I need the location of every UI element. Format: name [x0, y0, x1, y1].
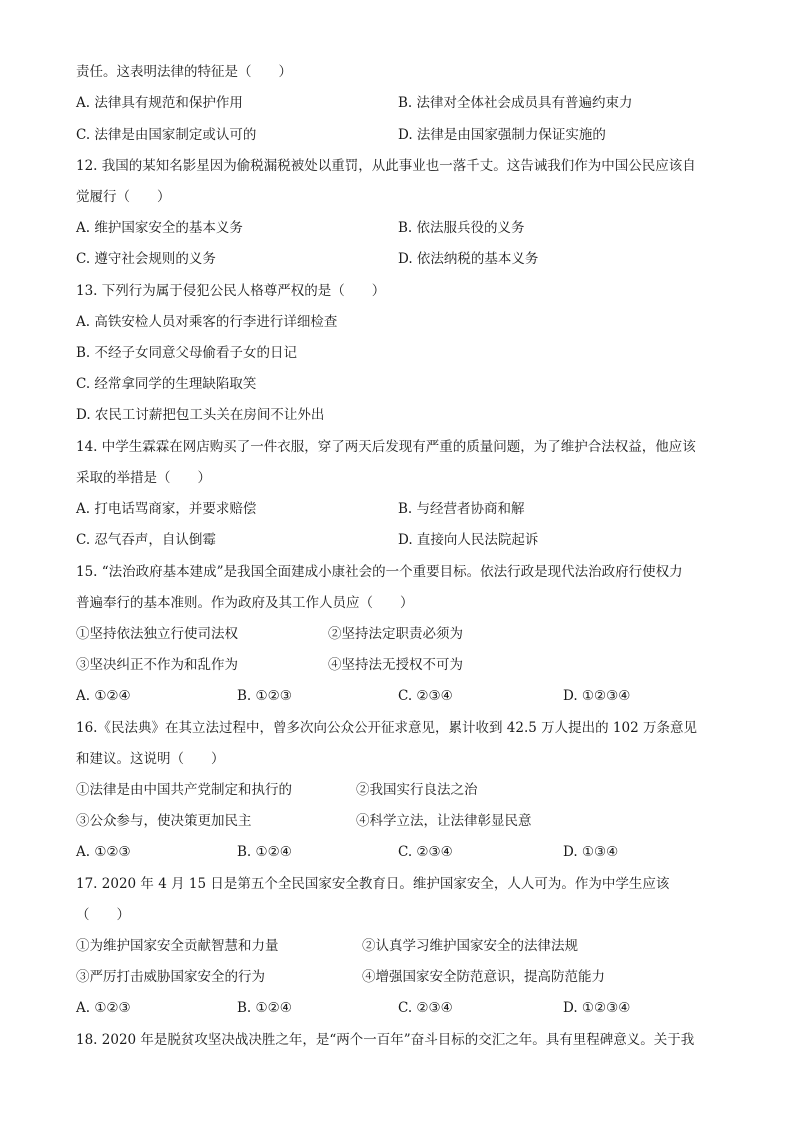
q12-stem-line1: 12. 我国的某知名影星因为偷税漏税被处以重罚，从此事业也一落千丈。这告诫我们作为中国公民应该自 [76, 158, 696, 174]
q14-option-b: B. 与经营者协商和解 [398, 501, 525, 517]
q14-stem-line1: 14. 中学生霖霖在网店购买了一件衣服，穿了两天后发现有严重的质量问题，为了维护合法权益，他应该 [76, 439, 696, 455]
q14-option-d: D. 直接向人民法院起诉 [398, 532, 539, 548]
q16-option-d: D. ①③④ [563, 844, 619, 860]
q15-option-b: B. ①②③ [237, 688, 292, 704]
q13-option-d: D. 农民工讨薪把包工头关在房间不让外出 [76, 407, 325, 423]
q17-option-b: B. ①②④ [237, 1000, 292, 1016]
q15-stem-line1: 15. “法治政府基本建成”是我国全面建成小康社会的一个重要目标。依法行政是现代法治政府行使权力 [76, 564, 683, 580]
q17-stem-line2: （ ） [76, 907, 130, 923]
q16-option-b: B. ①②④ [237, 844, 292, 860]
q12-stem-line2: 觉履行（ ） [76, 189, 171, 205]
q17-statement-1: ①为维护国家安全贡献智慧和力量 [76, 938, 279, 954]
q15-statement-2: ②坚持法定职责必须为 [328, 626, 463, 642]
q18-stem-line1: 18. 2020 年是脱贫攻坚决战决胜之年，是“两个一百年”奋斗目标的交汇之年。具有里程碑意义。关于我 [76, 1032, 695, 1048]
q11-option-d: D. 法律是由国家强制力保证实施的 [398, 127, 606, 143]
q16-statement-3: ③公众参与，使决策更加民主 [76, 813, 252, 829]
q17-statement-3: ③严厉打击威胁国家安全的行为 [76, 969, 265, 985]
q16-option-a: A. ①②③ [76, 844, 131, 860]
q16-statement-4: ④科学立法，让法律彰显民意 [356, 813, 532, 829]
q16-statement-2: ②我国实行良法之治 [356, 782, 478, 798]
q14-stem-line2: 采取的举措是（ ） [76, 470, 211, 486]
q12-option-a: A. 维护国家安全的基本义务 [76, 220, 243, 236]
q15-stem-line2: 普遍奉行的基本准则。作为政府及其工作人员应（ ） [76, 595, 414, 611]
q11-option-b: B. 法律对全体社会成员具有普遍约束力 [398, 95, 633, 111]
q17-statement-4: ④增强国家安全防范意识，提高防范能力 [362, 969, 605, 985]
q17-option-d: D. ①②③④ [563, 1000, 631, 1016]
q15-statement-4: ④坚持法无授权不可为 [328, 657, 463, 673]
q11-option-a: A. 法律具有规范和保护作用 [76, 95, 243, 111]
q17-option-a: A. ①②③ [76, 1000, 131, 1016]
q15-statement-1: ①坚持依法独立行使司法权 [76, 626, 238, 642]
q13-stem: 13. 下列行为属于侵犯公民人格尊严权的是（ ） [76, 283, 386, 299]
q13-option-a: A. 高铁安检人员对乘客的行李进行详细检查 [76, 314, 338, 330]
q13-option-b: B. 不经子女同意父母偷看子女的日记 [76, 345, 298, 361]
q15-option-c: C. ②③④ [398, 688, 453, 704]
q14-option-a: A. 打电话骂商家，并要求赔偿 [76, 501, 257, 517]
q11-stem: 责任。这表明法律的特征是（ ） [76, 64, 292, 80]
q12-option-c: C. 遵守社会规则的义务 [76, 251, 216, 267]
q16-statement-1: ①法律是由中国共产党制定和执行的 [76, 782, 292, 798]
q15-option-a: A. ①②④ [76, 688, 131, 704]
q13-option-c: C. 经常拿同学的生理缺陷取笑 [76, 376, 257, 392]
q16-stem-line1: 16.《民法典》在其立法过程中，曾多次向公众公开征求意见，累计收到 42.5 万人提出的 102 万条意见 [76, 720, 697, 736]
q12-option-d: D. 依法纳税的基本义务 [398, 251, 539, 267]
q17-stem-line1: 17. 2020 年 4 月 15 日是第五个全民国家安全教育日。维护国家安全，人人可为。作为中学生应该 [76, 876, 670, 892]
q17-option-c: C. ②③④ [398, 1000, 453, 1016]
q15-option-d: D. ①②③④ [563, 688, 631, 704]
q16-option-c: C. ②③④ [398, 844, 453, 860]
q16-stem-line2: 和建议。这说明（ ） [76, 751, 225, 767]
q14-option-c: C. 忍气吞声，自认倒霉 [76, 532, 216, 548]
q11-option-c: C. 法律是由国家制定或认可的 [76, 127, 257, 143]
q12-option-b: B. 依法服兵役的义务 [398, 220, 525, 236]
q15-statement-3: ③坚决纠正不作为和乱作为 [76, 657, 238, 673]
q17-statement-2: ②认真学习维护国家安全的法律法规 [362, 938, 578, 954]
